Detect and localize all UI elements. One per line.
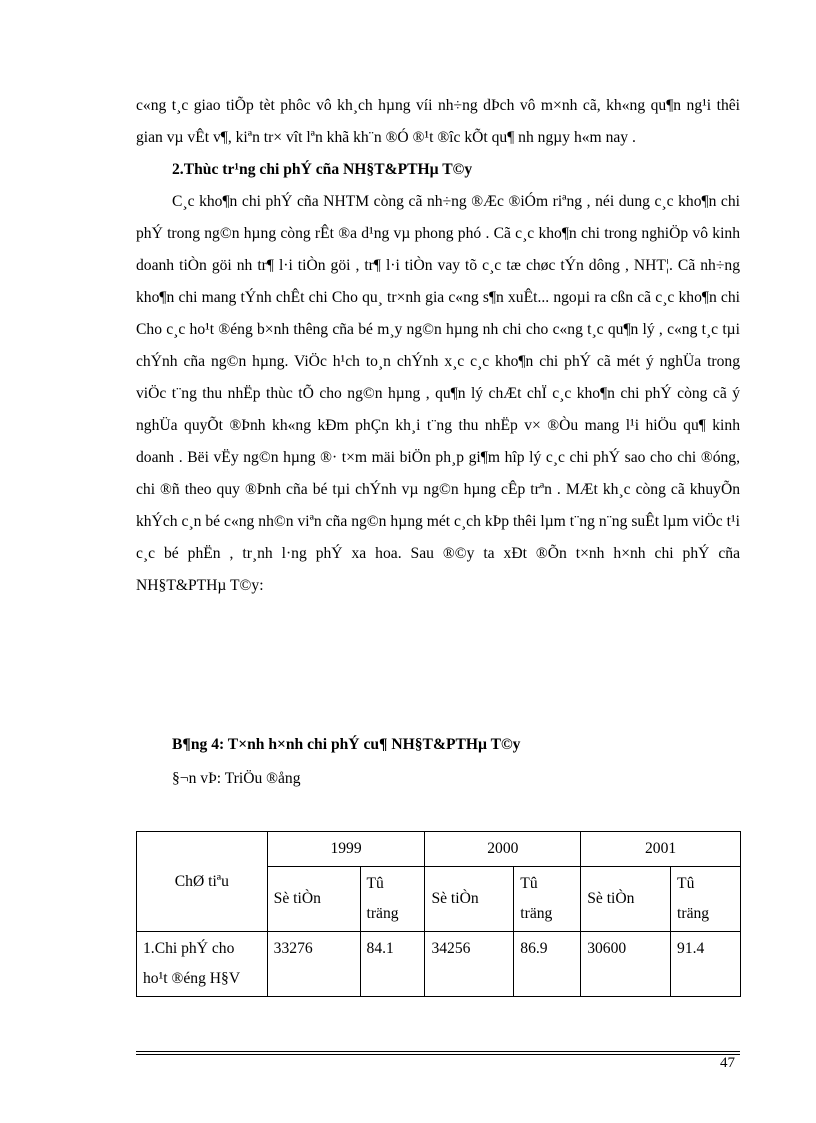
- body-text: [136, 90, 740, 602]
- page-number: 47: [720, 1055, 735, 1071]
- footer-divider: [136, 1051, 740, 1052]
- cell-amount-1999: 33276: [267, 932, 360, 997]
- year-2001: 2001: [581, 832, 741, 867]
- cost-table: [136, 831, 741, 997]
- year-2000: 2000: [425, 832, 581, 867]
- paragraph-1: c«ng t¸c giao tiÕp tèt phôc vô kh¸ch hµng víi nh÷ng dÞch vô m×nh cã, kh«ng qu¶n ng¹i thêi gian vµ vÊt v¶, kiªn tr× vît lªn khã kh¨n ®Ó ®¹t ®îc kÕt qu¶ nh ngµy h«m nay .: [136, 97, 740, 146]
- year-1999: 1999: [267, 832, 425, 867]
- cell-ratio-2001: 91.4: [671, 932, 741, 997]
- unit-label: §¬n vÞ: TriÖu ®ång: [172, 770, 301, 787]
- year-header-row: [137, 832, 741, 867]
- subheader-amount-1999: Sè tiÒn: [267, 867, 360, 932]
- subheader-ratio-1999: Tû träng: [360, 867, 425, 932]
- table-row: [137, 932, 741, 997]
- paragraph-2: C¸c kho¶n chi phÝ cña NHTM còng cã nh÷ng ®Æc ®iÓm riªng , néi dung c¸c kho¶n chi phÝ trong ng©n hµng còng rÊt ®a d¹ng vµ phong phó . Cã c¸c kho¶n chi trong nghiÖp vô kinh doanh tiÒn göi nh tr¶ l·i tiÒn göi , tr¶ l·i tiÒn vay tõ c¸c tæ chøc tÝn dông , NHT¦. Cã nh÷ng kho¶n chi mang tÝnh chÊt chi Cho qu¸ tr×nh gia c«ng s¶n xuÊt... ngoµi ra cßn cã c¸c kho¶n chi Cho c¸c ho¹t ®éng b×nh thêng cña bé m¸y ng©n hµng nh chi cho c«ng t¸c qu¶n lý , c«ng t¸c tµi chÝnh cña ng©n hµng. ViÖc h¹ch to¸n chÝnh x¸c c¸c kho¶n chi phÝ cã mét ý nghÜa trong viÖc t¨ng thu nhËp thùc tÕ cho ng©n hµng , qu¶n lý chÆt chÏ c¸c kho¶n chi phÝ còng cã ý nghÜa quyÕt ®Þnh kh«ng kÐm phÇn kh¸i t¨ng thu nhËp v× ®Òu mang l¹i hiÖu qu¶ kinh doanh . Bëi vËy ng©n hµng ®· t×m mäi biÖn ph¸p gi¶m hîp lý c¸c chi phÝ sao cho chi ®óng, chi ®ñ theo quy ®Þnh cña bé tµi chÝnh vµ ng©n hµng cÊp trªn . MÆt kh¸c còng cã khuyÕn khÝch c¸n bé c«ng nh©n viªn cña ng©n hµng mét c¸ch kÞp thêi lµm t¨ng n¨ng suÊt lµm viÖc t¹i c¸c bé phËn , tr¸nh l·ng phÝ xa hoa. Sau ®©y ta xÐt ®Õn t×nh h×nh chi phÝ cña NH§T&PTHµ T©y:: [136, 193, 740, 594]
- section-heading: 2.Thùc tr¹ng chi phÝ cña NH§T&PTHµ T©y: [172, 161, 473, 178]
- cell-amount-2001: 30600: [581, 932, 671, 997]
- table-title: B¶ng 4: T×nh h×nh chi phÝ cu¶ NH§T&PTHµ T©y: [172, 736, 521, 753]
- cell-ratio-1999: 84.1: [360, 932, 425, 997]
- row-label: 1.Chi phÝ cho ho¹t ®éng H§V: [137, 932, 268, 997]
- header-label: ChØ tiªu: [137, 832, 268, 932]
- cell-ratio-2000: 86.9: [514, 932, 581, 997]
- subheader-ratio-2001: Tû träng: [671, 867, 741, 932]
- subheader-amount-2000: Sè tiÒn: [425, 867, 514, 932]
- subheader-amount-2001: Sè tiÒn: [581, 867, 671, 932]
- footer-divider-double: [136, 1054, 740, 1055]
- cell-amount-2000: 34256: [425, 932, 514, 997]
- subheader-ratio-2000: Tû träng: [514, 867, 581, 932]
